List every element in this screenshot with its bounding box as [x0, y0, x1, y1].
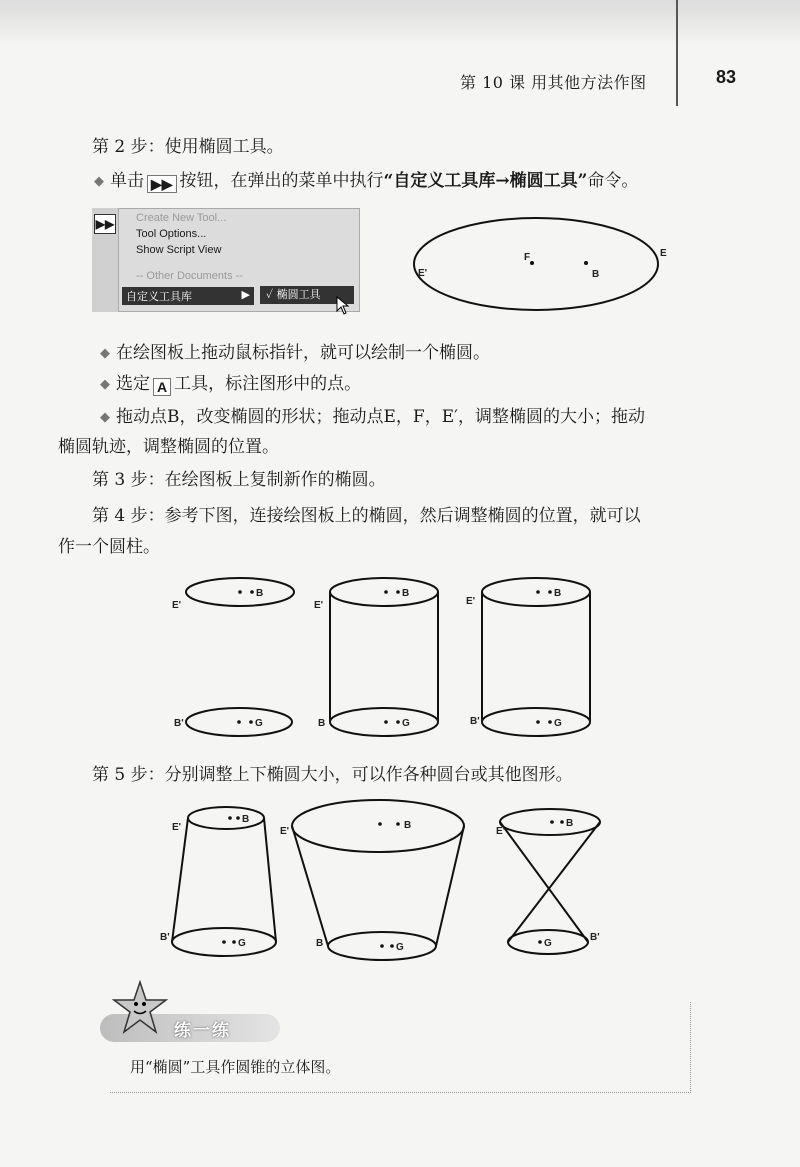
point-f	[530, 261, 534, 265]
header-divider	[676, 0, 678, 106]
menu-separator-other-documents: -- Other Documents --	[136, 270, 243, 282]
ellipse-shape	[414, 218, 658, 310]
point-b	[584, 261, 588, 265]
label-g: G	[238, 938, 246, 949]
mouse-cursor-icon	[336, 296, 352, 316]
bullet-1-mid: 按钮，在弹出的菜单中执行	[179, 171, 384, 191]
diamond-bullet-icon: ◆	[100, 410, 110, 425]
cylinder-step-b	[314, 578, 438, 736]
star-mascot-icon	[112, 980, 168, 1040]
bullet-4-text-1: 拖动点B，改变椭圆的形状；拖动点E，F，E′，调整椭圆的大小；拖动	[116, 407, 645, 427]
label-f: F	[524, 252, 531, 263]
menu-item-custom-tool-library-label: 自定义工具库	[126, 291, 192, 303]
step4-line-2: 作一个圆柱。	[58, 537, 160, 557]
bullet-1-post: 命令。	[587, 171, 639, 191]
exercise-text: 用“椭圆”工具作圆锥的立体图。	[130, 1058, 341, 1076]
menu-item-show-script-view[interactable]: Show Script View	[136, 244, 222, 256]
step4-line-1: 第 4 步：参考下图，连接绘图板上的椭圆，然后调整椭圆的位置，就可以	[92, 506, 641, 526]
bullet-3	[100, 371, 361, 399]
label-e-prime: E'	[172, 822, 182, 833]
diamond-bullet-icon: ◆	[94, 174, 104, 189]
diamond-bullet-icon: ◆	[100, 377, 110, 392]
label-b: B	[256, 588, 264, 599]
page-number: 83	[716, 67, 737, 87]
label-b: B	[402, 588, 410, 599]
cylinder-step-a	[172, 578, 294, 736]
bullet-4-line-1	[100, 404, 645, 432]
bullet-1-command: “自定义工具库→椭圆工具”	[383, 171, 588, 191]
label-b-left: B	[318, 718, 326, 729]
bullet-2-text: 在绘图板上拖动鼠标指针，就可以绘制一个椭圆。	[116, 343, 490, 363]
label-e-prime: E'	[418, 268, 428, 279]
label-b: B	[554, 588, 562, 599]
double-cone-figure	[496, 809, 600, 954]
menu-item-create-new-tool[interactable]: Create New Tool...	[136, 212, 227, 224]
bullet-1-pre: 单击	[110, 171, 144, 191]
label-e-prime: E'	[466, 596, 476, 607]
step3-text: 第 3 步：在绘图板上复制新作的椭圆。	[92, 470, 386, 490]
exercise-title: 练一练	[174, 1021, 231, 1041]
custom-tools-button-icon: ▶▶	[147, 175, 177, 193]
bullet-4-line-2: 椭圆轨迹，调整椭圆的位置。	[58, 437, 279, 457]
ellipse-figure	[404, 210, 674, 320]
label-b-prime: B'	[160, 932, 170, 943]
label-e-prime: E'	[172, 600, 182, 611]
label-e: E	[660, 248, 667, 259]
label-b: B	[592, 269, 600, 280]
top-decoration-band	[0, 0, 800, 48]
label-b-left: B	[316, 938, 324, 949]
label-g: G	[255, 718, 263, 729]
frustum-step-b	[280, 800, 464, 960]
bullet-1	[94, 168, 638, 196]
step2-title: 第 2 步：使用椭圆工具。	[92, 137, 284, 157]
menu-item-custom-tool-library[interactable]	[122, 287, 254, 305]
frustum-figures	[160, 798, 620, 970]
label-g: G	[554, 718, 562, 729]
label-g: G	[396, 942, 404, 953]
label-e-prime: E'	[314, 600, 324, 611]
cylinder-figures	[160, 570, 620, 750]
menu-item-tool-options[interactable]: Tool Options...	[136, 228, 207, 240]
label-e-prime: E'	[496, 826, 506, 837]
label-b-prime: B'	[174, 718, 184, 729]
label-b: B	[242, 814, 250, 825]
submenu-item-ellipse-tool[interactable]: ✓ 椭圆工具	[260, 286, 354, 304]
label-g: G	[402, 718, 410, 729]
running-head: 第 10 课 用其他方法作图	[460, 73, 647, 92]
diamond-bullet-icon: ◆	[100, 346, 110, 361]
frustum-step-a	[160, 807, 276, 956]
cylinder-step-c	[466, 578, 590, 736]
label-b: B	[566, 818, 574, 829]
bullet-3-pre: 选定	[116, 374, 150, 394]
custom-tools-icon[interactable]: ▶▶	[94, 214, 116, 234]
label-e-prime: E'	[280, 826, 290, 837]
label-b-prime: B'	[470, 716, 480, 727]
label-b-prime: B'	[590, 932, 600, 943]
label-g: G	[544, 938, 552, 949]
submenu-arrow-icon: ▶	[241, 289, 250, 301]
label-b: B	[404, 820, 412, 831]
text-tool-icon: A	[153, 378, 171, 396]
toolbar-strip	[92, 208, 118, 312]
step5-text: 第 5 步：分别调整上下椭圆大小，可以作各种圆台或其他图形。	[92, 765, 573, 785]
bullet-3-post: 工具，标注图形中的点。	[174, 374, 362, 394]
bullet-2	[100, 340, 490, 368]
